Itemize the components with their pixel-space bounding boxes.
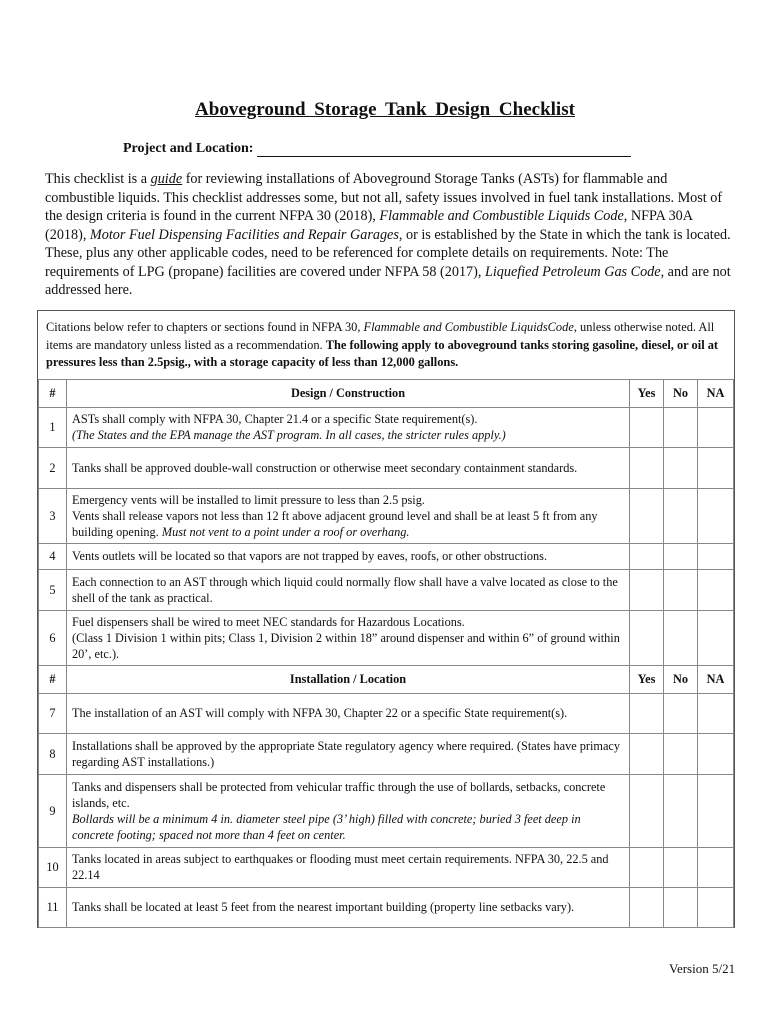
version-label: Version 5/21 (669, 961, 736, 976)
intro-text: This checklist is a (45, 171, 151, 187)
yes-checkbox-cell[interactable] (630, 847, 664, 887)
intro-text: for reviewing installations of Aboveground Storage Tanks (ASTs) for flammable and combustible liquids. This checklist addresses some, but not all, safety issues involved in fuel tank installations. Most of the design criteria is found in the current NFPA 30 (2018), (45, 171, 723, 224)
section-header-installation (39, 665, 734, 693)
project-location-label: Project and Location: (123, 141, 254, 156)
intro-text: , and are not addressed here. (45, 263, 731, 298)
column-yes-header: Yes (630, 665, 664, 693)
intro-text: , or is established by the State in which the tank is located. These, plus any other applicable codes, need to be referenced for complete details on requirements. Note: The requirements of LPG (propane) facilities are covered under NFPA 58 (2017), (45, 226, 731, 280)
item-line: Tanks and dispensers shall be protected from vehicular traffic through the use of bollards, setbacks, concrete islands, etc. (72, 779, 606, 810)
yes-checkbox-cell[interactable] (630, 447, 664, 488)
no-checkbox-cell[interactable] (664, 774, 698, 847)
no-checkbox-cell[interactable] (664, 543, 698, 569)
no-checkbox-cell[interactable] (664, 610, 698, 665)
table-row (39, 407, 734, 447)
citations-text: , unless otherwise noted. All items are mandatory unless listed as a recommendation. (46, 320, 715, 352)
column-na-header: NA (698, 665, 734, 693)
na-checkbox-cell[interactable] (698, 569, 734, 610)
item-text (67, 407, 630, 447)
item-line: Each connection to an AST through which liquid could normally flow shall have a valve located as close to the shell of the tank as practical. (72, 574, 618, 605)
item-number: 7 (39, 693, 67, 733)
item-line: Tanks shall be located at least 5 feet from the nearest important building (property line setbacks vary). (72, 900, 575, 914)
item-number: 11 (39, 887, 67, 927)
document-title: Aboveground Storage Tank Design Checklist (195, 99, 575, 120)
checklist-box (37, 310, 735, 928)
item-text (67, 847, 630, 887)
column-number-header: # (39, 665, 67, 693)
no-checkbox-cell[interactable] (664, 693, 698, 733)
checklist-table (38, 379, 734, 928)
intro-code-name: Motor Fuel Dispensing Facilities and Repair Garages (89, 226, 399, 243)
intro-guide-word: guide (150, 171, 183, 187)
na-checkbox-cell[interactable] (698, 407, 734, 447)
yes-checkbox-cell[interactable] (630, 569, 664, 610)
na-checkbox-cell[interactable] (698, 693, 734, 733)
item-line: Tanks located in areas subject to earthquakes or flooding must meet certain requirements. NFPA 30, 22.5 and 22.14 (72, 852, 609, 882)
na-checkbox-cell[interactable] (698, 488, 734, 543)
table-row (39, 693, 734, 733)
item-line: Vents shall release vapors not less than 12 ft above adjacent ground level and shall be at least 5 ft from any building opening. (72, 508, 598, 539)
intro-paragraph (45, 170, 735, 300)
no-checkbox-cell[interactable] (664, 447, 698, 488)
item-number: 4 (39, 543, 67, 569)
section-title: Installation / Location (67, 665, 630, 693)
item-note: Bollards will be a minimum 4 in. diameter steel pipe (3’ high) filled with concrete; buried 3 feet deep in concrete footing; spaced not more than 4 feet on center. (72, 811, 581, 842)
no-checkbox-cell[interactable] (664, 407, 698, 447)
item-text (67, 543, 630, 569)
item-line: ASTs shall comply with NFPA 30, Chapter 21.4 or a specific State requirement(s). (72, 412, 478, 426)
column-na-header: NA (698, 379, 734, 407)
item-line: Installations shall be approved by the appropriate State regulatory agency where required. (States have primacy regarding AST installations.) (72, 738, 621, 769)
yes-checkbox-cell[interactable] (630, 610, 664, 665)
column-yes-header: Yes (630, 379, 664, 407)
item-note: (The States and the EPA manage the AST program. In all cases, the stricter rules apply.) (72, 428, 506, 442)
item-number: 10 (39, 847, 67, 887)
intro-text: , NFPA 30A (2018), (45, 208, 693, 243)
table-row (39, 887, 734, 927)
na-checkbox-cell[interactable] (698, 733, 734, 774)
intro-code-name: Flammable and Combustible Liquids Code (379, 208, 624, 224)
table-row (39, 610, 734, 665)
citations-scope: The following apply to aboveground tanks storing gasoline, diesel, or oil at pressures less than 2.5psig., with a storage capacity of less than 12,000 gallons. (46, 337, 719, 369)
item-line: (Class 1 Division 1 within pits; Class 1, Division 2 within 18” around dispenser and within 6” of ground within 20’, etc.). (72, 630, 620, 661)
table-row (39, 733, 734, 774)
no-checkbox-cell[interactable] (664, 733, 698, 774)
item-line: Fuel dispensers shall be wired to meet NEC standards for Hazardous Locations. (72, 614, 465, 629)
citations-text: Citations below refer to chapters or sections found in NFPA 30, (46, 320, 364, 334)
item-text (67, 774, 630, 847)
item-note: Must not vent to a point under a roof or overhang. (161, 524, 410, 539)
item-line: Vents outlets will be located so that vapors are not trapped by eaves, roofs, or other obstructions. (72, 549, 548, 563)
table-row (39, 774, 734, 847)
yes-checkbox-cell[interactable] (630, 887, 664, 927)
na-checkbox-cell[interactable] (698, 847, 734, 887)
no-checkbox-cell[interactable] (664, 887, 698, 927)
yes-checkbox-cell[interactable] (630, 733, 664, 774)
item-number: 5 (39, 569, 67, 610)
table-row (39, 569, 734, 610)
item-number: 3 (39, 488, 67, 543)
yes-checkbox-cell[interactable] (630, 774, 664, 847)
column-no-header: No (664, 665, 698, 693)
item-line: The installation of an AST will comply with NFPA 30, Chapter 22 or a specific State requirement(s). (72, 706, 568, 720)
item-text (67, 733, 630, 774)
item-number: 1 (39, 407, 67, 447)
item-line: Emergency vents will be installed to limit pressure to less than 2.5 psig. (72, 492, 425, 507)
section-header-design (39, 379, 734, 407)
item-text (67, 887, 630, 927)
na-checkbox-cell[interactable] (698, 887, 734, 927)
na-checkbox-cell[interactable] (698, 774, 734, 847)
yes-checkbox-cell[interactable] (630, 543, 664, 569)
no-checkbox-cell[interactable] (664, 569, 698, 610)
table-row (39, 543, 734, 569)
item-number: 6 (39, 610, 67, 665)
no-checkbox-cell[interactable] (664, 488, 698, 543)
citations-code-name: Flammable and Combustible LiquidsCode (363, 320, 574, 334)
yes-checkbox-cell[interactable] (630, 407, 664, 447)
no-checkbox-cell[interactable] (664, 847, 698, 887)
yes-checkbox-cell[interactable] (630, 693, 664, 733)
item-number: 9 (39, 774, 67, 847)
item-text (67, 610, 630, 665)
project-location-field (123, 141, 631, 157)
item-line: Tanks shall be approved double-wall construction or otherwise meet secondary containment standards. (72, 460, 578, 475)
na-checkbox-cell[interactable] (698, 543, 734, 569)
table-row (39, 447, 734, 488)
column-number-header: # (39, 379, 67, 407)
item-number: 2 (39, 447, 67, 488)
na-checkbox-cell[interactable] (698, 610, 734, 665)
section-title: Design / Construction (67, 379, 630, 407)
item-text (67, 447, 630, 488)
item-text (67, 569, 630, 610)
item-text (67, 693, 630, 733)
item-text (67, 488, 630, 543)
project-location-input-line[interactable] (257, 142, 631, 157)
table-row (39, 847, 734, 887)
column-no-header: No (664, 379, 698, 407)
yes-checkbox-cell[interactable] (630, 488, 664, 543)
intro-code-name: Liquefied Petroleum Gas Code (484, 263, 661, 280)
na-checkbox-cell[interactable] (698, 447, 734, 488)
citations-note (38, 311, 734, 379)
item-number: 8 (39, 733, 67, 774)
table-row (39, 488, 734, 543)
